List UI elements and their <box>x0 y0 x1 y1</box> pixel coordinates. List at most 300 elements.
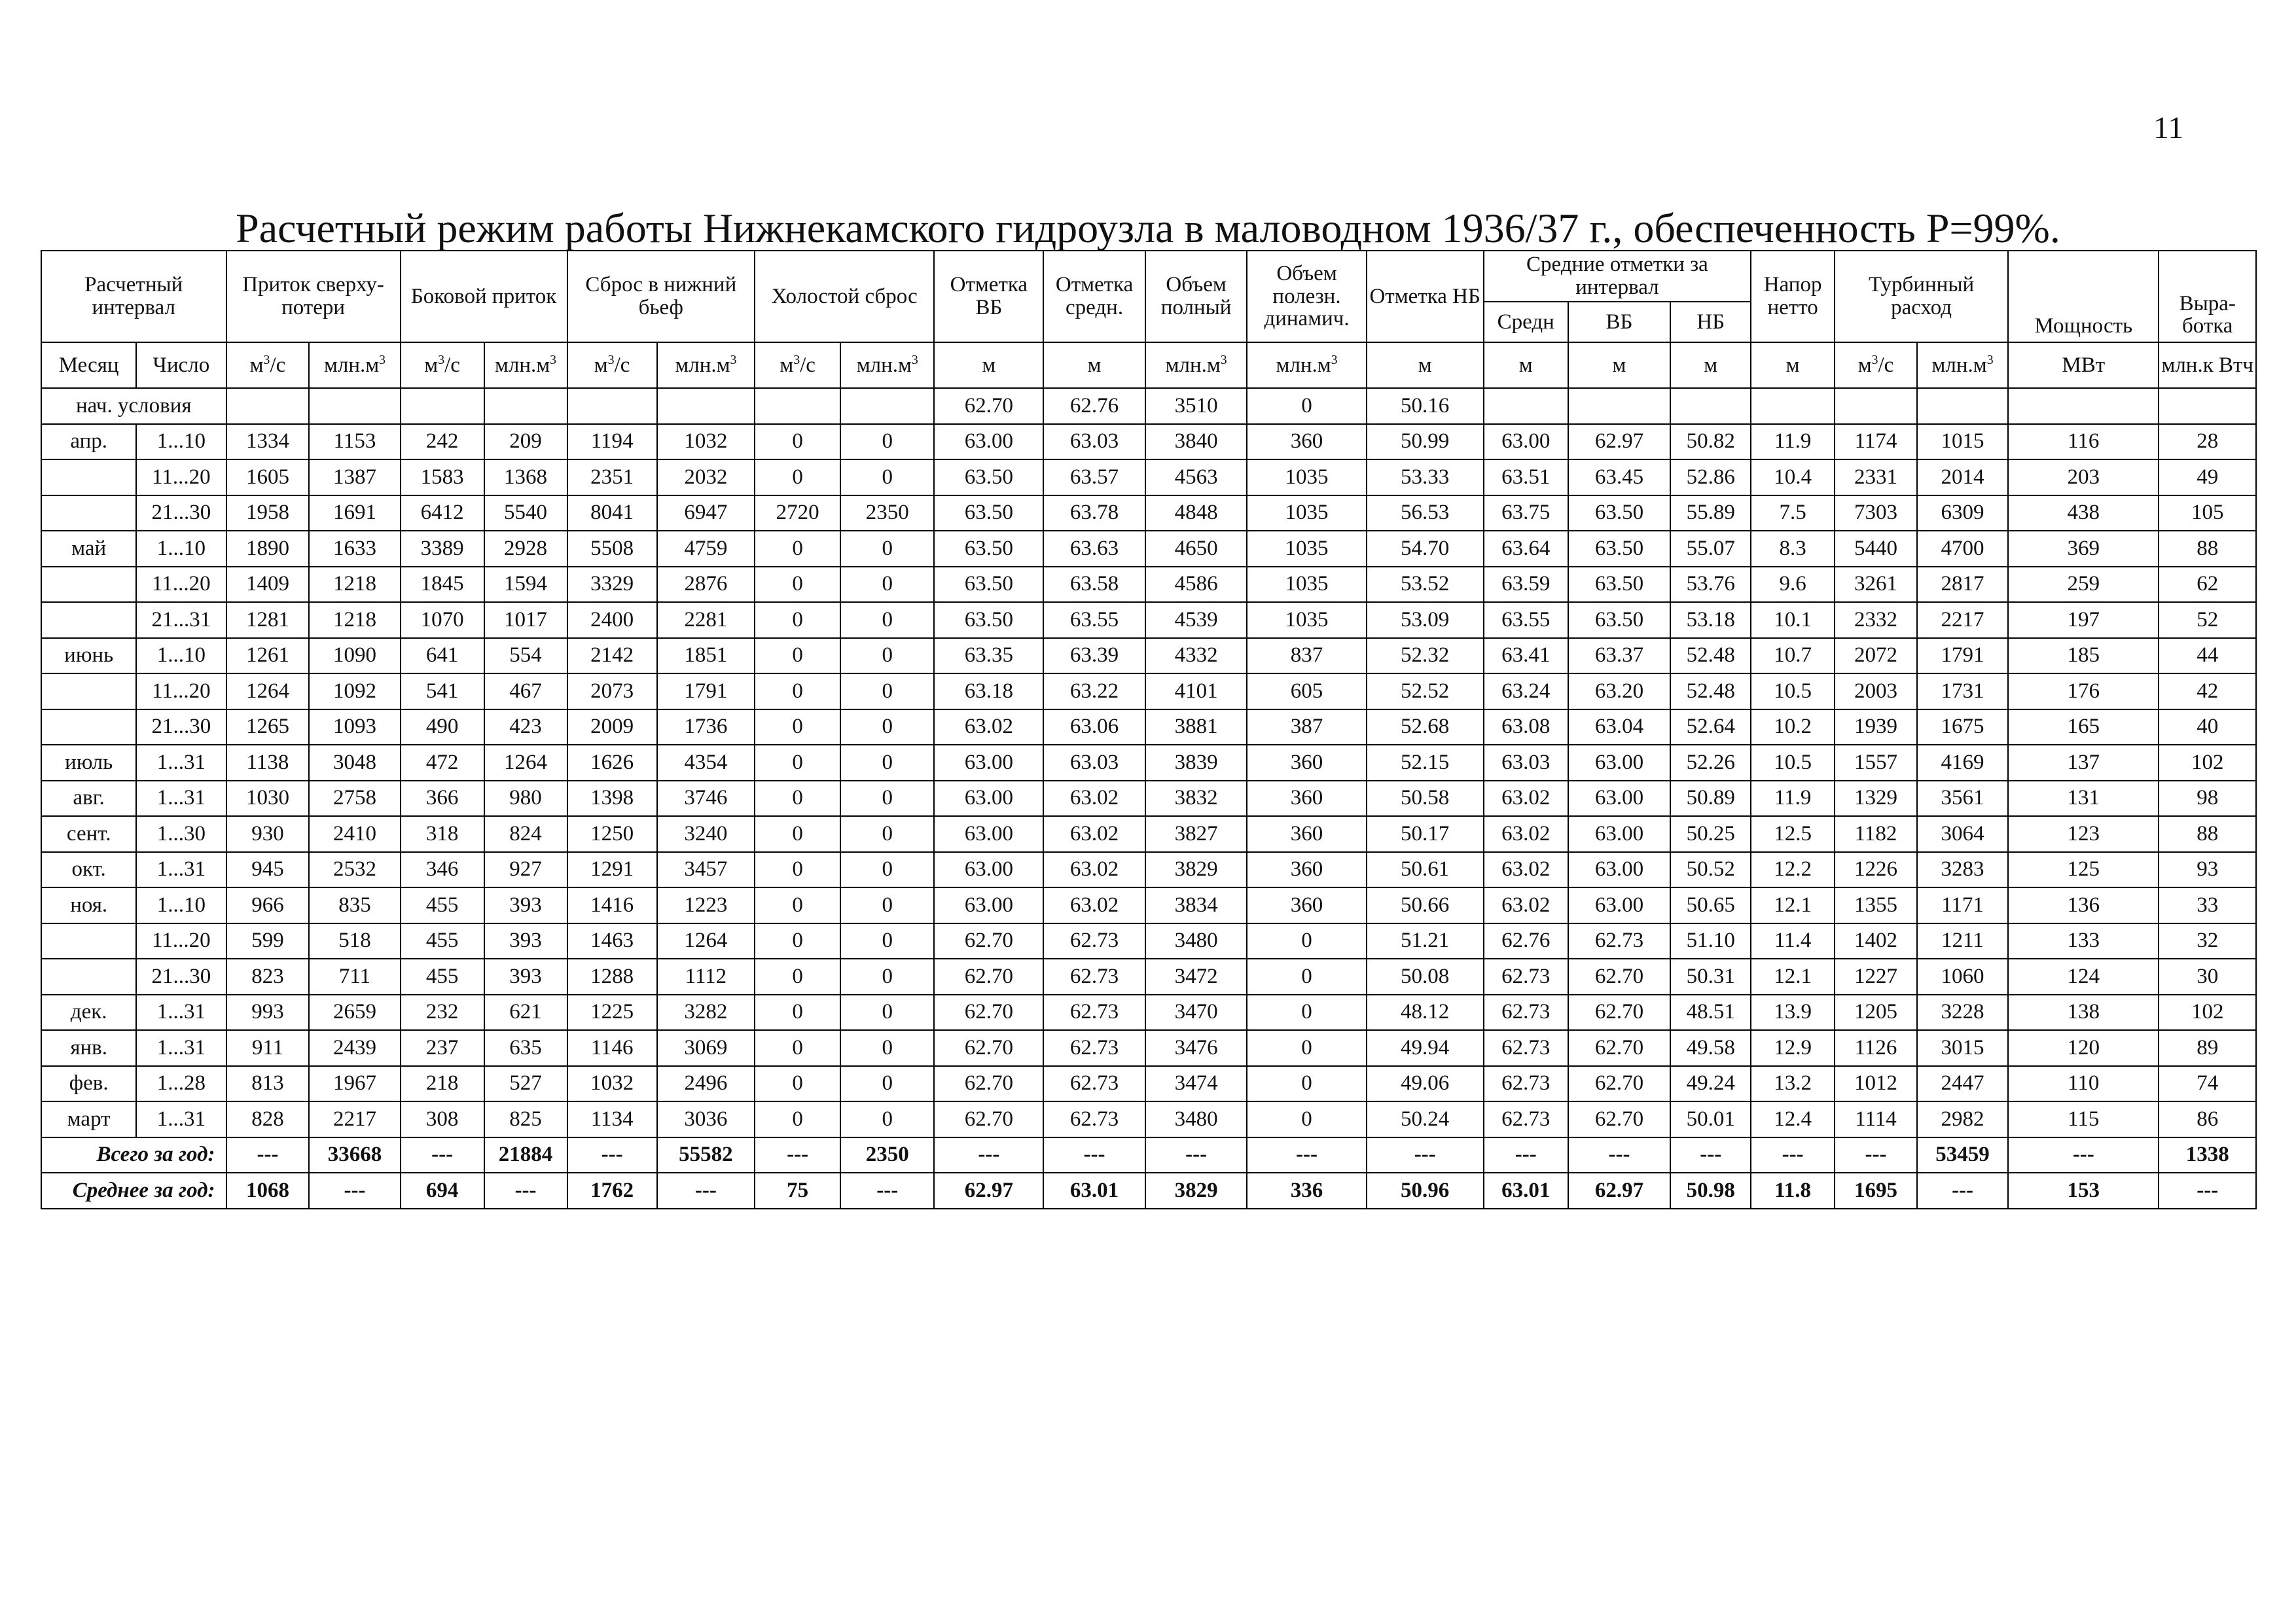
table-cell: 10.4 <box>1751 459 1835 495</box>
unit-volume: $млн.м^3$ <box>1917 342 2008 388</box>
table-cell: 1851 <box>657 638 755 674</box>
table-cell: 641 <box>401 638 484 674</box>
table-cell: 63.00 <box>934 852 1043 888</box>
table-cell: 1171 <box>1917 887 2008 923</box>
initial-volume-useful: 0 <box>1247 388 1366 424</box>
table-cell <box>2159 388 2256 424</box>
table-cell: 1060 <box>1917 959 2008 995</box>
table-cell: 0 <box>1247 1101 1366 1137</box>
table-cell: 62.70 <box>934 995 1043 1031</box>
table-cell: 259 <box>2008 567 2159 603</box>
table-cell: 1605 <box>226 459 310 495</box>
table-cell: 835 <box>309 887 400 923</box>
table-cell: 49.06 <box>1367 1066 1484 1102</box>
table-cell: 52.15 <box>1367 745 1484 781</box>
table-cell: 63.00 <box>1568 887 1671 923</box>
table-cell <box>1835 388 1917 424</box>
table-cell: 1409 <box>226 567 310 603</box>
table-cell: 8041 <box>567 495 657 531</box>
table-cell: 0 <box>1247 995 1366 1031</box>
header-level-nb: Отметка НБ <box>1367 251 1484 342</box>
month-cell: март <box>41 1101 136 1137</box>
table-cell: 62.73 <box>1043 959 1145 995</box>
table-cell: 1090 <box>309 638 400 674</box>
table-cell: 0 <box>1247 959 1366 995</box>
table-cell: 1416 <box>567 887 657 923</box>
table-cell: 63.64 <box>1484 531 1568 567</box>
table-cell: 3829 <box>1145 852 1247 888</box>
table-cell: 4700 <box>1917 531 2008 567</box>
unit-volume: $млн.м^3$ <box>484 342 567 388</box>
table-cell: 62.97 <box>1568 1173 1671 1209</box>
table-cell: --- <box>1568 1137 1671 1173</box>
table-cell: 62.76 <box>1484 923 1568 959</box>
table-cell: 1126 <box>1835 1030 1917 1066</box>
table-cell: 423 <box>484 709 567 745</box>
table-cell: 63.08 <box>1484 709 1568 745</box>
table-cell: 2072 <box>1835 638 1917 674</box>
table-cell: 63.01 <box>1484 1173 1568 1209</box>
unit-meter: м <box>1043 342 1145 388</box>
table-cell <box>1484 388 1568 424</box>
table-cell: 0 <box>755 1101 840 1137</box>
table-cell: 490 <box>401 709 484 745</box>
table-cell: 53.33 <box>1367 459 1484 495</box>
table-cell: 1264 <box>657 923 755 959</box>
day-cell: 11...20 <box>136 459 226 495</box>
table-cell: 0 <box>840 1030 934 1066</box>
table-cell: 88 <box>2159 531 2256 567</box>
table-cell: 62.73 <box>1484 995 1568 1031</box>
initial-level-avg: 62.76 <box>1043 388 1145 424</box>
table-cell: 63.02 <box>1043 887 1145 923</box>
table-cell: --- <box>1670 1137 1751 1173</box>
table-cell: 0 <box>840 602 934 638</box>
table-cell: 336 <box>1247 1173 1366 1209</box>
table-cell: 7303 <box>1835 495 1917 531</box>
table-cell: 1402 <box>1835 923 1917 959</box>
unit-meter: м <box>1670 342 1751 388</box>
table-cell: 3064 <box>1917 816 2008 852</box>
table-row <box>41 923 2256 959</box>
unit-volume: $млн.м^3$ <box>1247 342 1366 388</box>
table-cell: 945 <box>226 852 310 888</box>
table-cell: 3827 <box>1145 816 1247 852</box>
table-cell: 13.2 <box>1751 1066 1835 1102</box>
table-cell: 1557 <box>1835 745 1917 781</box>
table-cell: 813 <box>226 1066 310 1102</box>
table-cell: 1211 <box>1917 923 2008 959</box>
table-cell: 9.6 <box>1751 567 1835 603</box>
table-cell: 62.97 <box>1568 424 1671 460</box>
table-cell: 2331 <box>1835 459 1917 495</box>
table-cell: 50.89 <box>1670 781 1751 817</box>
table-cell: 63.63 <box>1043 531 1145 567</box>
table-cell: 1890 <box>226 531 310 567</box>
table-cell: 1035 <box>1247 495 1366 531</box>
table-cell: 63.50 <box>934 567 1043 603</box>
header-level-vb: Отметка ВБ <box>934 251 1043 342</box>
table-cell: 12.5 <box>1751 816 1835 852</box>
table-cell: 1153 <box>309 424 400 460</box>
table-cell: 40 <box>2159 709 2256 745</box>
header-turbine: Турбинный расход <box>1835 251 2008 342</box>
table-cell: 50.31 <box>1670 959 1751 995</box>
table-cell: 11.4 <box>1751 923 1835 959</box>
table-cell: 2014 <box>1917 459 2008 495</box>
table-cell: 75 <box>755 1173 840 1209</box>
table-cell: --- <box>2159 1173 2256 1209</box>
table-cell: 0 <box>840 781 934 817</box>
table-cell: 393 <box>484 923 567 959</box>
table-cell: 360 <box>1247 424 1366 460</box>
day-cell: 21...30 <box>136 709 226 745</box>
table-row <box>41 459 2256 495</box>
table-cell: 63.50 <box>934 495 1043 531</box>
table-cell: 4848 <box>1145 495 1247 531</box>
table-cell: 518 <box>309 923 400 959</box>
table-cell: 63.45 <box>1568 459 1671 495</box>
unit-flow: $м^3/с$ <box>401 342 484 388</box>
table-cell: 1182 <box>1835 816 1917 852</box>
table-cell: 1030 <box>226 781 310 817</box>
table-cell: 197 <box>2008 602 2159 638</box>
table-cell: 393 <box>484 887 567 923</box>
table-cell: 3561 <box>1917 781 2008 817</box>
table-cell: 5540 <box>484 495 567 531</box>
table-cell: 50.96 <box>1367 1173 1484 1209</box>
table-cell: 10.7 <box>1751 638 1835 674</box>
table-cell: 63.00 <box>1568 745 1671 781</box>
table-cell: 1939 <box>1835 709 1917 745</box>
day-cell: 1...31 <box>136 852 226 888</box>
average-row-label: Среднее за год: <box>41 1173 226 1209</box>
table-cell: --- <box>1484 1137 1568 1173</box>
day-cell: 11...20 <box>136 567 226 603</box>
table-cell: 0 <box>840 1066 934 1102</box>
table-cell: 1398 <box>567 781 657 817</box>
day-cell: 1...31 <box>136 781 226 817</box>
table-cell: 2447 <box>1917 1066 2008 1102</box>
table-cell: 50.58 <box>1367 781 1484 817</box>
table-cell: 1092 <box>309 673 400 709</box>
unit-energy: млн.к Втч <box>2159 342 2256 388</box>
table-cell: 824 <box>484 816 567 852</box>
table-cell: 455 <box>401 923 484 959</box>
table-cell: 1967 <box>309 1066 400 1102</box>
table-cell: 63.50 <box>1568 602 1671 638</box>
table-cell: 4563 <box>1145 459 1247 495</box>
table-cell: --- <box>309 1173 400 1209</box>
table-cell: 0 <box>755 745 840 781</box>
table-cell: 1338 <box>2159 1137 2256 1173</box>
day-cell: 1...10 <box>136 424 226 460</box>
table-cell: 1695 <box>1835 1173 1917 1209</box>
month-cell <box>41 673 136 709</box>
table-cell: 218 <box>401 1066 484 1102</box>
table-cell: 88 <box>2159 816 2256 852</box>
table-cell: 125 <box>2008 852 2159 888</box>
table-cell: 0 <box>840 923 934 959</box>
table-row <box>41 887 2256 923</box>
table-row <box>41 602 2256 638</box>
table-cell: 62.70 <box>934 959 1043 995</box>
month-cell <box>41 567 136 603</box>
day-cell: 1...31 <box>136 1030 226 1066</box>
table-cell: 2003 <box>1835 673 1917 709</box>
table-cell: 165 <box>2008 709 2159 745</box>
table-cell: 4650 <box>1145 531 1247 567</box>
unit-mw: МВт <box>2008 342 2159 388</box>
unit-volume: $млн.м^3$ <box>1145 342 1247 388</box>
table-cell: 63.04 <box>1568 709 1671 745</box>
table-cell: 13.9 <box>1751 995 1835 1031</box>
table-cell: 53.52 <box>1367 567 1484 603</box>
table-cell: 50.01 <box>1670 1101 1751 1137</box>
table-cell: 1205 <box>1835 995 1917 1031</box>
table-cell: 1463 <box>567 923 657 959</box>
table-cell: 0 <box>755 531 840 567</box>
table-cell: 0 <box>840 1101 934 1137</box>
table-cell: 6947 <box>657 495 755 531</box>
table-cell: 3036 <box>657 1101 755 1137</box>
table-cell: 4169 <box>1917 745 2008 781</box>
table-cell: 62.70 <box>934 1101 1043 1137</box>
table-cell: 54.70 <box>1367 531 1484 567</box>
table-cell: 472 <box>401 745 484 781</box>
unit-meter: м <box>1568 342 1671 388</box>
header-power: Мощность <box>2008 251 2159 342</box>
month-cell: янв. <box>41 1030 136 1066</box>
table-cell: 360 <box>1247 816 1366 852</box>
table-cell: 346 <box>401 852 484 888</box>
table-cell: 11.8 <box>1751 1173 1835 1209</box>
table-cell: 438 <box>2008 495 2159 531</box>
month-cell: авг. <box>41 781 136 817</box>
table-cell: 62.73 <box>1043 1101 1145 1137</box>
table-cell: 1387 <box>309 459 400 495</box>
day-cell: 1...28 <box>136 1066 226 1102</box>
table-cell: 63.02 <box>1484 887 1568 923</box>
header-level-avg: Отметка средн. <box>1043 251 1145 342</box>
table-cell: 153 <box>2008 1173 2159 1209</box>
table-cell: 52.86 <box>1670 459 1751 495</box>
table-cell: 50.65 <box>1670 887 1751 923</box>
table-cell: --- <box>1043 1137 1145 1173</box>
table-row <box>41 709 2256 745</box>
table-cell: --- <box>401 1137 484 1173</box>
table-cell: 3472 <box>1145 959 1247 995</box>
table-cell: 1675 <box>1917 709 2008 745</box>
table-cell: 0 <box>755 1066 840 1102</box>
table-cell: 62.73 <box>1043 1030 1145 1066</box>
table-cell: 49.94 <box>1367 1030 1484 1066</box>
table-cell: 1138 <box>226 745 310 781</box>
table-row <box>41 495 2256 531</box>
table-cell: 42 <box>2159 673 2256 709</box>
table-cell: 52.48 <box>1670 673 1751 709</box>
month-cell <box>41 602 136 638</box>
table-cell: 4586 <box>1145 567 1247 603</box>
table-cell: 63.00 <box>1568 852 1671 888</box>
initial-conditions-row <box>41 388 2256 424</box>
table-cell: 3746 <box>657 781 755 817</box>
table-cell: 62.73 <box>1484 1030 1568 1066</box>
table-cell: 3839 <box>1145 745 1247 781</box>
table-row <box>41 1066 2256 1102</box>
table-cell <box>1670 388 1751 424</box>
table-cell: 50.08 <box>1367 959 1484 995</box>
table-cell: 3240 <box>657 816 755 852</box>
table-cell: 0 <box>840 887 934 923</box>
table-cell: 63.02 <box>934 709 1043 745</box>
day-cell: 1...10 <box>136 887 226 923</box>
table-cell: 0 <box>755 673 840 709</box>
table-row <box>41 1030 2256 1066</box>
table-cell: 209 <box>484 424 567 460</box>
header-energy: Выра-ботка <box>2159 251 2256 342</box>
header-inflow: Приток сверху-потери <box>226 251 401 342</box>
table-cell: 63.50 <box>934 531 1043 567</box>
table-cell: 2410 <box>309 816 400 852</box>
table-cell: 467 <box>484 673 567 709</box>
table-cell: 203 <box>2008 459 2159 495</box>
header-avg-levels: Средние отметки за интервал <box>1484 251 1751 302</box>
table-cell: 2350 <box>840 1137 934 1173</box>
table-cell: 50.66 <box>1367 887 1484 923</box>
table-row <box>41 531 2256 567</box>
table-cell: 3480 <box>1145 1101 1247 1137</box>
day-cell: 1...31 <box>136 745 226 781</box>
table-cell: 102 <box>2159 995 2256 1031</box>
table-cell: 393 <box>484 959 567 995</box>
table-row <box>41 567 2256 603</box>
table-cell: 63.20 <box>1568 673 1671 709</box>
table-cell: 4759 <box>657 531 755 567</box>
table-cell: 120 <box>2008 1030 2159 1066</box>
unit-meter: м <box>1751 342 1835 388</box>
table-cell: 62.73 <box>1484 959 1568 995</box>
table-cell: 62.73 <box>1043 995 1145 1031</box>
table-cell: 455 <box>401 887 484 923</box>
table-cell <box>840 388 934 424</box>
table-row <box>41 781 2256 817</box>
table-cell <box>755 388 840 424</box>
table-row <box>41 959 2256 995</box>
day-cell: 1...30 <box>136 816 226 852</box>
table-cell: 63.00 <box>934 887 1043 923</box>
day-cell: 1...31 <box>136 1101 226 1137</box>
table-cell: 694 <box>401 1173 484 1209</box>
table-cell: 50.25 <box>1670 816 1751 852</box>
units-row <box>41 342 2256 388</box>
table-cell: 635 <box>484 1030 567 1066</box>
table-cell: --- <box>567 1137 657 1173</box>
table-cell: 4332 <box>1145 638 1247 674</box>
table-cell: 52.26 <box>1670 745 1751 781</box>
day-cell: 11...20 <box>136 673 226 709</box>
table-cell: 33 <box>2159 887 2256 923</box>
table-cell: 4539 <box>1145 602 1247 638</box>
table-cell: 387 <box>1247 709 1366 745</box>
table-cell: 541 <box>401 673 484 709</box>
table-cell: 0 <box>1247 923 1366 959</box>
table-cell: 62.73 <box>1043 923 1145 959</box>
table-cell: 52.68 <box>1367 709 1484 745</box>
table-cell: 1626 <box>567 745 657 781</box>
table-cell: 44 <box>2159 638 2256 674</box>
table-cell: 1264 <box>484 745 567 781</box>
table-cell: 63.02 <box>1043 816 1145 852</box>
table-row <box>41 816 2256 852</box>
table-cell: 63.02 <box>1043 852 1145 888</box>
table-cell: 1035 <box>1247 459 1366 495</box>
header-interval: Расчетный интервал <box>41 251 226 342</box>
table-cell: 237 <box>401 1030 484 1066</box>
table-cell: 3282 <box>657 995 755 1031</box>
month-cell: ноя. <box>41 887 136 923</box>
table-cell: --- <box>934 1137 1043 1173</box>
table-cell: 176 <box>2008 673 2159 709</box>
day-cell: 11...20 <box>136 923 226 959</box>
month-cell <box>41 709 136 745</box>
table-cell: 1329 <box>1835 781 1917 817</box>
table-cell: 53.09 <box>1367 602 1484 638</box>
table-cell: 62.73 <box>1043 1066 1145 1102</box>
table-cell: 1227 <box>1835 959 1917 995</box>
table-cell: 63.55 <box>1043 602 1145 638</box>
table-cell: 823 <box>226 959 310 995</box>
header-avg-mean: Средн <box>1484 302 1568 342</box>
table-cell: 3457 <box>657 852 755 888</box>
table-cell: 1845 <box>401 567 484 603</box>
table-cell: 0 <box>755 923 840 959</box>
table-cell: 2496 <box>657 1066 755 1102</box>
table-cell: 1032 <box>567 1066 657 1102</box>
table-cell: 51.21 <box>1367 923 1484 959</box>
table-cell: 3480 <box>1145 923 1247 959</box>
table-cell: 116 <box>2008 424 2159 460</box>
table-cell: 369 <box>2008 531 2159 567</box>
table-cell: 52.52 <box>1367 673 1484 709</box>
table-cell: 62.73 <box>1484 1066 1568 1102</box>
table-cell: --- <box>226 1137 310 1173</box>
table-cell: 63.51 <box>1484 459 1568 495</box>
table-cell: 0 <box>840 816 934 852</box>
month-cell <box>41 959 136 995</box>
table-cell: 966 <box>226 887 310 923</box>
initial-level-vb: 62.70 <box>934 388 1043 424</box>
table-cell: 33668 <box>309 1137 400 1173</box>
table-cell: 1068 <box>226 1173 310 1209</box>
table-cell: 63.01 <box>1043 1173 1145 1209</box>
table-cell <box>226 388 310 424</box>
table-cell: 2350 <box>840 495 934 531</box>
unit-day: Число <box>136 342 226 388</box>
table-cell: 837 <box>1247 638 1366 674</box>
table-cell: 2281 <box>657 602 755 638</box>
table-cell: 0 <box>755 781 840 817</box>
table-cell <box>567 388 657 424</box>
day-cell: 1...31 <box>136 995 226 1031</box>
table-cell: 62.70 <box>1568 995 1671 1031</box>
table-cell: 62.70 <box>1568 959 1671 995</box>
table-cell: 4101 <box>1145 673 1247 709</box>
table-cell: 1223 <box>657 887 755 923</box>
table-cell: 1334 <box>226 424 310 460</box>
table-row <box>41 745 2256 781</box>
table-cell: 2817 <box>1917 567 2008 603</box>
